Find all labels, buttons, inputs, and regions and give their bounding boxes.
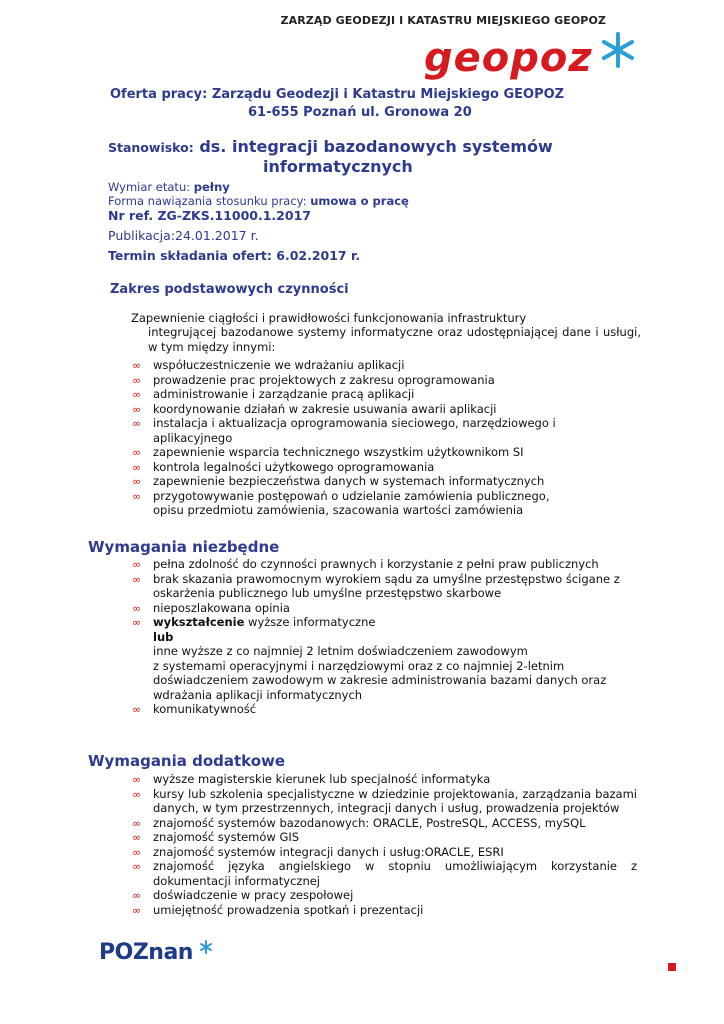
list-item: ∞ przygotowywanie postępowań o udzielanie zamówienia publicznego, opisu przedmiotu zamówienia, szacowania wartości zamówienia	[132, 488, 550, 517]
bullet-icon: ∞	[132, 359, 142, 372]
bullet-icon: ∞	[132, 460, 142, 474]
education-rest: wyższe informatyczne	[244, 615, 376, 629]
bullet-icon: ∞	[132, 388, 142, 401]
list-item-education	[131, 615, 641, 702]
list-item: ∞ znajomość systemów bazodanowych: ORACLE, PostreSQL, ACCESS, mySQL	[132, 815, 586, 830]
list-item: ∞ pełna zdolność do czynności prawnych i korzystanie z pełni praw publicznych	[132, 557, 599, 571]
zakres-intro-rest: integrującej bazodanowe systemy informatyczne oraz udostępniającej dane i usługi, w tym między innymi:	[148, 325, 641, 354]
etat-value: pełny	[193, 180, 230, 194]
list-item: ∞ prowadzenie prac projektowych z zakresu oprogramowania	[132, 372, 495, 387]
bullet-icon: ∞	[132, 889, 142, 902]
list-item: ∞ umiejętność prowadzenia spotkań i prezentacji	[132, 902, 424, 917]
forma-line	[108, 194, 409, 208]
forma-value: umowa o pracę	[310, 194, 409, 208]
list-item: ∞ zapewnienie bezpieczeństwa danych w systemach informatycznych	[132, 474, 545, 488]
bullet-icon: ∞	[132, 787, 142, 801]
bullet-icon: ∞	[132, 558, 142, 571]
bullet-icon: ∞	[132, 373, 142, 387]
bullet-icon: ∞	[132, 616, 142, 629]
list-item: ∞ instalacja i aktualizacja oprogramowania sieciowego, narzędziowego i aplikacyjnego	[132, 416, 556, 445]
asterisk-star-icon	[199, 940, 213, 954]
bullet-icon: ∞	[132, 417, 142, 430]
bullet-icon: ∞	[132, 703, 142, 716]
bullet-icon: ∞	[132, 816, 142, 830]
bullet-icon: ∞	[132, 831, 142, 844]
list-item: ∞ współuczestniczenie we wdrażaniu aplikacji	[132, 358, 405, 372]
list-item: ∞ administrowanie i zarządzanie pracą aplikacji	[132, 387, 415, 401]
education-alt-1: inne wyższe z co najmniej 2 letnim doświadczeniem zawodowym	[153, 644, 528, 658]
list-item: ∞ koordynowanie działań w zakresie usuwania awarii aplikacji	[132, 401, 497, 416]
org-header-text: ZARZĄD GEODEZJI I KATASTRU MIEJSKIEGO GEOPOZ	[280, 14, 606, 27]
poznan-logo	[99, 940, 213, 965]
forma-label: Forma nawiązania stosunku pracy:	[108, 194, 307, 208]
bullet-icon: ∞	[132, 773, 142, 786]
page-corner-marker	[668, 963, 676, 971]
list-item: ∞ kursy lub szkolenia specjalistyczne w dziedzinie projektowania, zarządzania bazami danych, w tym przestrzennych, integracji danych i usług, prowadzenia projektów	[132, 786, 637, 815]
position-title	[108, 137, 628, 176]
bullet-icon: ∞	[132, 903, 142, 917]
education-alt-3: doświadczeniem zawodowym w zakresie administrowania bazami danych oraz	[153, 673, 607, 687]
position-value-2: informatycznych	[263, 157, 413, 176]
bullet-icon: ∞	[132, 601, 142, 615]
zakres-intro	[131, 311, 641, 354]
list-item: ∞ komunikatywność	[132, 702, 257, 716]
etat-line	[108, 180, 230, 194]
education-alt-4: wdrażania aplikacji informatycznych	[153, 687, 363, 702]
list-item: ∞ brak skazania prawomocnym wyrokiem sądu za umyślne przestępstwo ścigane z oskarżenia publicznego lub umyślne przestępstwo skarbowe	[132, 571, 620, 600]
bullet-icon: ∞	[132, 489, 142, 503]
bullet-icon: ∞	[132, 402, 142, 416]
publication-label: Publikacja:	[108, 228, 176, 243]
list-item: ∞ znajomość języka angielskiego w stopniu umożliwiającym korzystanie z dokumentacji informatycznej	[132, 859, 637, 888]
poznan-logo-text: POZnan	[99, 940, 193, 965]
list-item: ∞ znajomość systemów integracji danych i usług:ORACLE, ESRI	[132, 844, 504, 859]
dodatkowe-list	[131, 772, 637, 917]
list-item: ∞ znajomość systemów GIS	[132, 830, 300, 844]
position-value-1: ds. integracji bazodanowych systemów	[199, 137, 553, 156]
etat-label: Wymiar etatu:	[108, 180, 191, 194]
list-item: ∞ doświadczenie w pracy zespołowej	[132, 888, 354, 902]
zakres-heading: Zakres podstawowych czynności	[110, 282, 349, 297]
niezbedne-list	[131, 557, 641, 717]
education-bold: wykształcenie	[153, 615, 245, 629]
offer-line-1: Oferta pracy: Zarządu Geodezji i Katastru Miejskiego GEOPOZ	[110, 87, 565, 102]
niezbedne-heading: Wymagania niezbędne	[88, 538, 280, 556]
list-item: ∞ kontrola legalności użytkowego oprogramowania	[132, 459, 435, 474]
bullet-icon: ∞	[132, 446, 142, 459]
list-item: ∞ zapewnienie wsparcia technicznego wszystkim użytkownikom SI	[132, 445, 524, 459]
offer-line-2: 61-655 Poznań ul. Gronowa 20	[248, 105, 472, 120]
zakres-intro-line-1: Zapewnienie ciągłości i prawidłowości funkcjonowania infrastruktury	[131, 311, 527, 325]
bullet-icon: ∞	[132, 845, 142, 859]
dodatkowe-heading: Wymagania dodatkowe	[88, 752, 286, 770]
publication-line	[108, 228, 259, 243]
list-item: ∞ nieposzlakowana opinia	[132, 600, 290, 615]
bullet-icon: ∞	[132, 475, 142, 488]
position-label: Stanowisko:	[108, 140, 194, 155]
deadline-line: Termin składania ofert: 6.02.2017 r.	[108, 248, 361, 263]
zakres-list	[131, 358, 581, 518]
bullet-icon: ∞	[132, 860, 142, 873]
list-item: ∞ wyższe magisterskie kierunek lub specjalność informatyka	[132, 772, 491, 786]
bullet-icon: ∞	[132, 572, 142, 586]
geopoz-logo: geopoz	[424, 35, 593, 81]
offer-title	[110, 86, 630, 122]
asterisk-star-icon	[598, 30, 638, 70]
reference-number: Nr ref. ZG-ZKS.11000.1.2017	[108, 208, 311, 223]
education-alt-2: z systemami operacyjnymi i narzędziowymi oraz z co najmniej 2-letnim	[153, 658, 565, 673]
education-or: lub	[153, 629, 174, 644]
publication-date: 24.01.2017 r.	[175, 228, 259, 243]
